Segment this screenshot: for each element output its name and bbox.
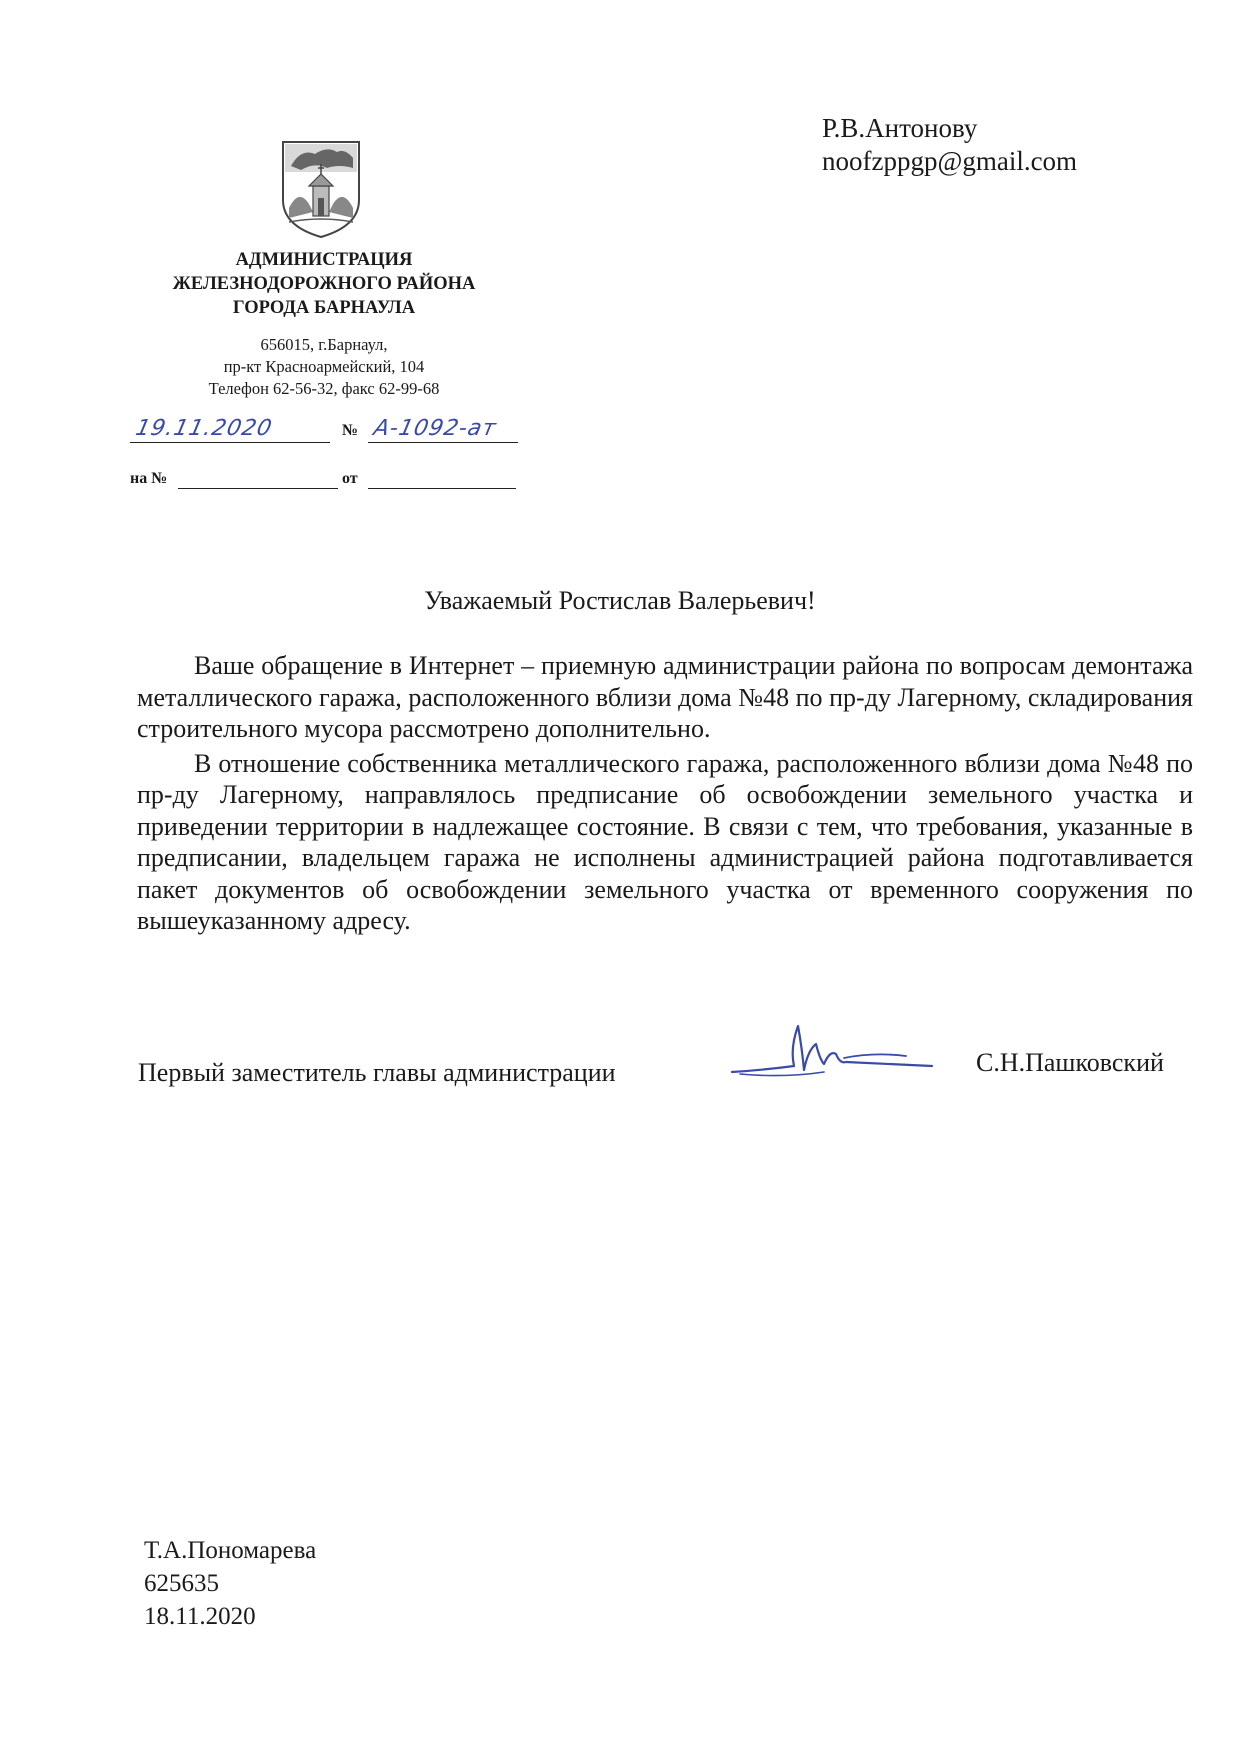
body-paragraph: Ваше обращение в Интернет – приемную администрации района по вопросам демонтажа металлического гаража, расположенного вблизи дома №48 по пр-ду Лагерному, складирования строительного мусора рассмотрено дополнительно. <box>137 651 1193 743</box>
number-label: № <box>342 422 359 439</box>
signatory-position: Первый заместитель главы администрации <box>138 1058 616 1087</box>
phone-line: Телефон 62-56-32, факс 62-99-68 <box>208 379 440 398</box>
executor-block <box>144 1534 316 1633</box>
reply-to-underline <box>178 488 338 489</box>
address-line: пр-кт Красноармейский, 104 <box>223 357 425 376</box>
from-label: от <box>342 470 358 487</box>
executor-date: 18.11.2020 <box>144 1603 256 1630</box>
recipient-name: Р.В.Антонову <box>822 113 978 143</box>
recipient-block <box>822 112 1077 178</box>
from-underline <box>368 488 516 489</box>
number-underline <box>368 442 518 443</box>
organization-name-line: ГОРОДА БАРНАУЛА <box>232 298 416 318</box>
recipient-email: noofzppgp@gmail.com <box>822 146 1078 176</box>
salutation: Уважаемый Ростислав Валерьевич! <box>424 586 816 615</box>
organization-name-line: ЖЕЛЕЗНОДОРОЖНОГО РАЙОНА <box>172 274 476 294</box>
organization-address <box>120 334 528 400</box>
organization-name <box>120 248 528 320</box>
executor-name: Т.А.Пономарева <box>144 1537 317 1564</box>
registration-date: 19.11.2020 <box>133 416 275 441</box>
registration-number: А-1092-ат <box>371 416 499 441</box>
date-underline <box>130 442 330 443</box>
barnaul-coat-of-arms-icon <box>279 138 363 240</box>
letter-body <box>137 650 1193 940</box>
executor-phone: 625635 <box>144 1570 219 1597</box>
organization-name-line: АДМИНИСТРАЦИЯ <box>235 250 413 270</box>
signatory-name: С.Н.Пашковский <box>976 1048 1164 1077</box>
address-line: 656015, г.Барнаул, <box>260 335 388 354</box>
body-paragraph: В отношение собственника металлического гаража, расположенного вблизи дома №48 по пр-ду Лагерному, направлялось предписание об освобождении земельного участка и приведении территории в надлежащее состояние. В связи с тем, что требования, указанные в предписании, владельцем гаража не исполнены администрацией района подготавливается пакет документов об освобождении земельного участка от временного сооружения по вышеуказанному адресу. <box>137 748 1193 935</box>
handwritten-signature-icon <box>724 1020 940 1096</box>
reply-to-label: на № <box>130 470 168 487</box>
